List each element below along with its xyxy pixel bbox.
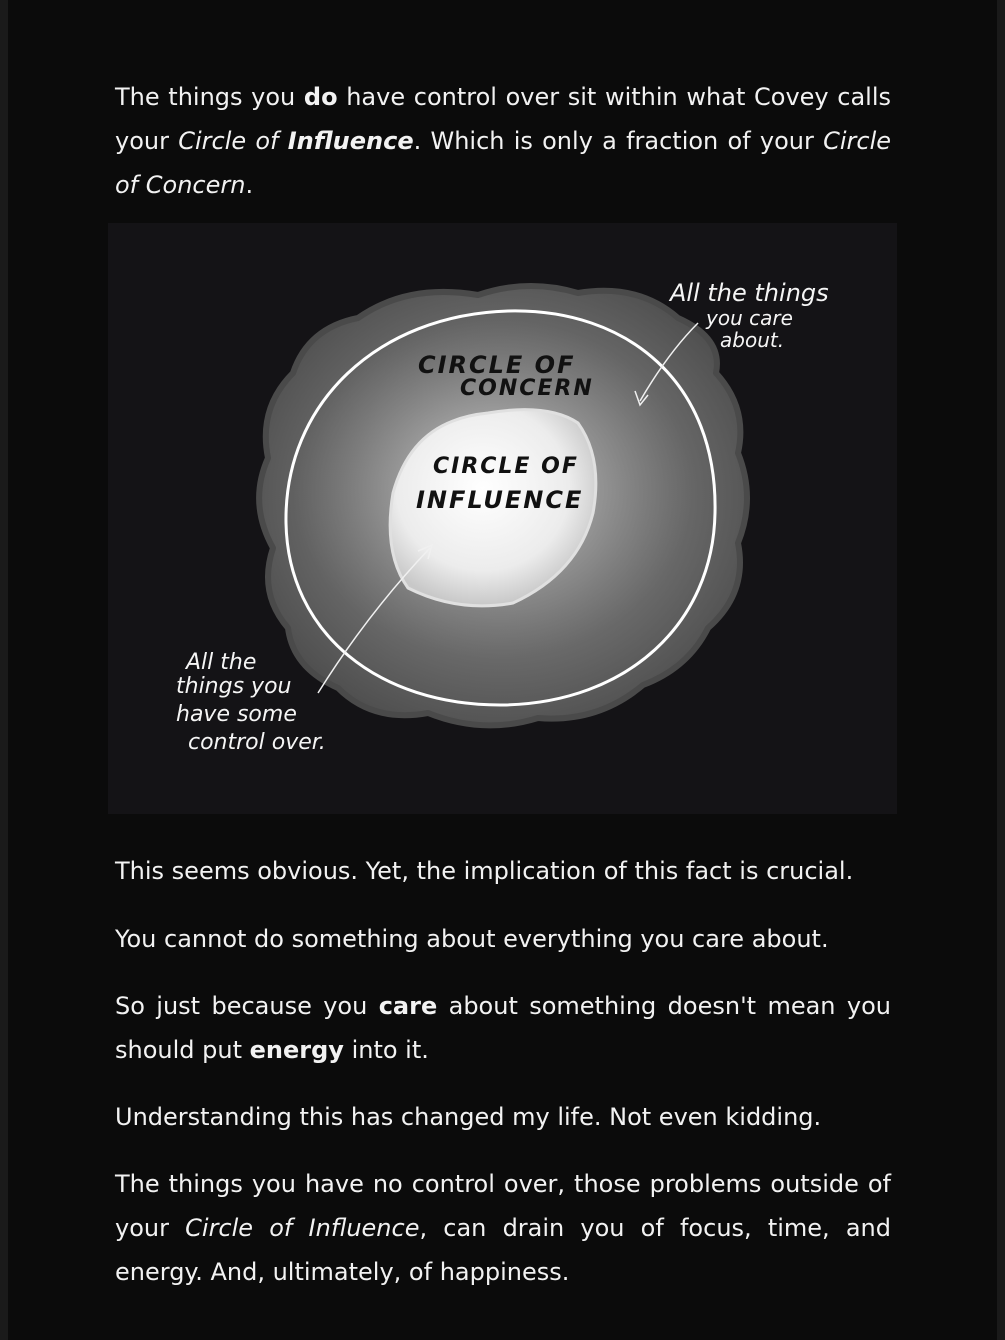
- care-text-1: So just because you: [115, 992, 379, 1020]
- circle-of-influence-illustration: [108, 223, 897, 814]
- concern-label-line1: CIRCLE OF: [418, 351, 576, 379]
- emphasis-circle-of-influence: Circle of Influence: [185, 1214, 420, 1242]
- paragraph-cannot-do: You cannot do something about everything you care about.: [115, 925, 829, 953]
- paragraph-changed-life: Understanding this has changed my life. Not even kidding.: [115, 1103, 822, 1131]
- control-note-line3: have some: [176, 702, 297, 727]
- care-text-2: about something doesn't mean you should put: [115, 992, 891, 1064]
- care-note-line3: about.: [720, 328, 785, 352]
- care-text-3: into it.: [343, 1036, 429, 1064]
- emphasis-care: care: [378, 992, 438, 1020]
- illustration-svg: [108, 223, 897, 814]
- intro-paragraph: [115, 75, 891, 207]
- intro-circle-of-concern: Circle of Concern: [115, 127, 891, 199]
- concern-label-line2: CONCERN: [460, 376, 594, 401]
- intro-text-4: .: [245, 171, 254, 199]
- control-note-line2: things you: [176, 674, 292, 699]
- paragraph-no-control: [115, 1162, 891, 1294]
- care-note-line1: All the things: [670, 279, 829, 307]
- influence-label-line1: CIRCLE OF: [433, 454, 579, 479]
- article-page: [8, 0, 997, 1340]
- paragraph-obvious: This seems obvious. Yet, the implication of this fact is crucial.: [115, 857, 854, 885]
- emphasis-energy: energy: [249, 1036, 344, 1064]
- intro-text-1: The things you: [115, 83, 304, 111]
- control-note-line1: All the: [186, 650, 257, 675]
- intro-circle-of: Circle of: [178, 127, 288, 155]
- paragraph-care-energy: [115, 984, 891, 1072]
- no-control-text-1: The things you have no control over, those problems outside of your: [115, 1170, 891, 1242]
- intro-emphasis-influence: Influence: [287, 127, 414, 155]
- intro-emphasis-do: do: [303, 83, 338, 111]
- care-note-line2: you care: [706, 306, 793, 330]
- influence-label-line2: INFLUENCE: [416, 486, 584, 514]
- control-note-line4: control over.: [188, 730, 326, 755]
- intro-text-2: have control over sit within what Covey calls your: [115, 83, 892, 155]
- no-control-text-2: , can drain you of focus, time, and energy. And, ultimately, of happiness.: [115, 1214, 891, 1286]
- intro-text-3: . Which is only a fraction of your: [413, 127, 824, 155]
